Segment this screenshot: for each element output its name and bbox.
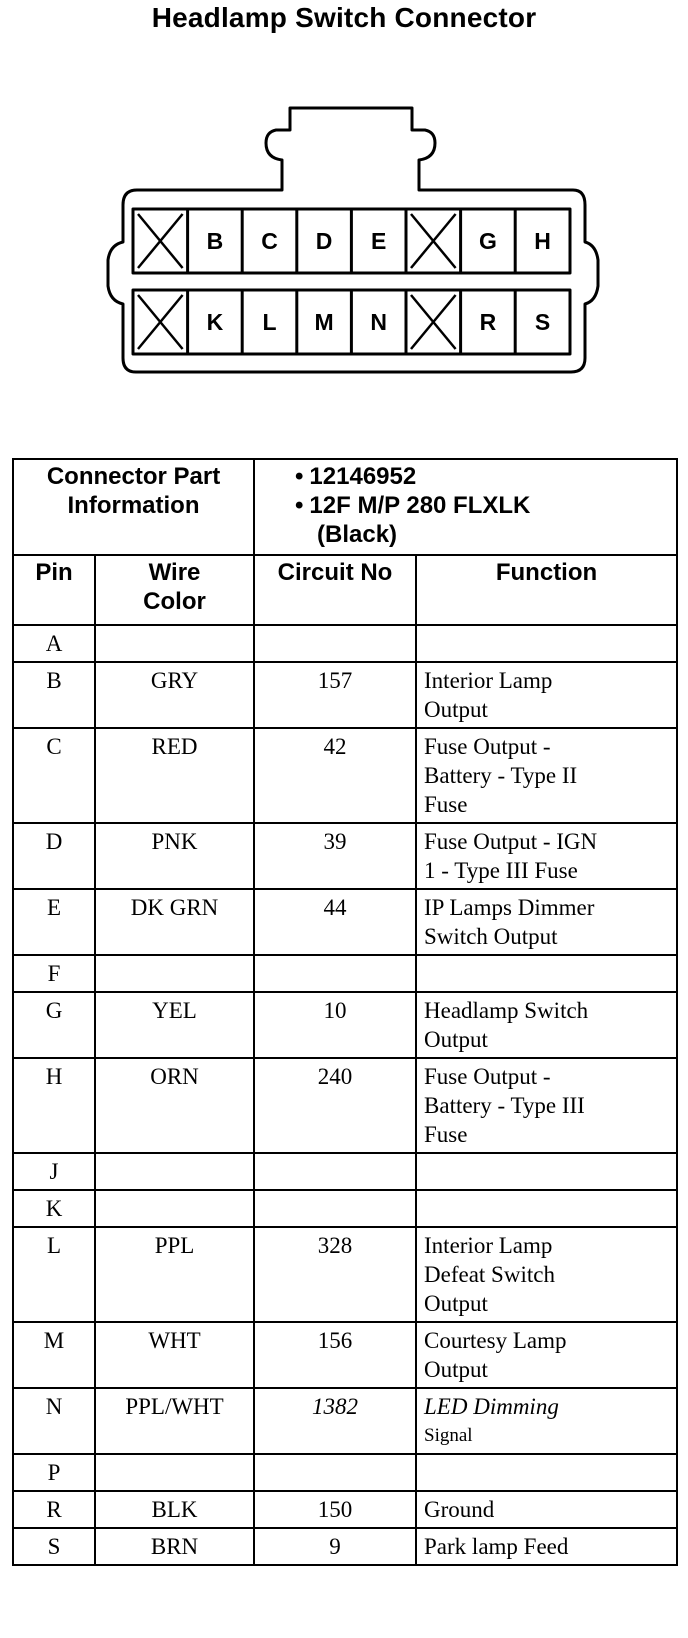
pin-cell: J — [13, 1153, 95, 1190]
pin-cell: B — [13, 662, 95, 728]
function-cell — [416, 1528, 677, 1565]
circuit-cell: 1382 — [254, 1388, 416, 1454]
cavity-label: E — [371, 228, 387, 254]
function-line: Defeat Switch — [424, 1262, 555, 1287]
pin-cell: N — [13, 1388, 95, 1454]
part-info-label-line1: Connector Part — [46, 463, 221, 490]
function-line: Ground — [424, 1497, 495, 1522]
pin-cell: R — [13, 1491, 95, 1528]
column-header-row — [13, 555, 677, 625]
function-line: IP Lamps Dimmer — [424, 895, 595, 920]
function-cell — [416, 889, 677, 955]
connector-pinout-table — [12, 458, 678, 1566]
circuit-cell: 42 — [254, 728, 416, 823]
function-cell — [416, 1388, 677, 1454]
cavity-label: H — [534, 228, 551, 254]
function-line: Fuse — [424, 1122, 468, 1147]
table-row — [13, 1153, 677, 1190]
table-row — [13, 1190, 677, 1227]
header-function: Function — [416, 555, 677, 625]
pin-cell: H — [13, 1058, 95, 1153]
part-info-label — [13, 459, 254, 555]
wire-color-cell: PPL/WHT — [95, 1388, 254, 1454]
wire-color-cell: DK GRN — [95, 889, 254, 955]
wire-color-cell: BLK — [95, 1491, 254, 1528]
cavity-label: S — [534, 309, 551, 335]
function-line: Output — [424, 1357, 488, 1382]
circuit-cell — [254, 955, 416, 992]
pin-cell: D — [13, 823, 95, 889]
pin-cell: A — [13, 625, 95, 662]
wire-color-cell: PNK — [95, 823, 254, 889]
table-row — [13, 1058, 677, 1153]
circuit-cell — [254, 1153, 416, 1190]
function-line: Output — [424, 1291, 488, 1316]
circuit-cell: 328 — [254, 1227, 416, 1322]
wire-color-cell — [95, 1190, 254, 1227]
pin-cell: G — [13, 992, 95, 1058]
function-cell — [416, 1058, 677, 1153]
cavity-label: D — [315, 228, 333, 254]
wire-color-cell: YEL — [95, 992, 254, 1058]
part-description: • 12F M/P 280 FLXLK — [295, 491, 676, 520]
function-cell — [416, 662, 677, 728]
cavity-label: K — [206, 309, 224, 335]
circuit-cell: 157 — [254, 662, 416, 728]
cavity-label: M — [314, 309, 334, 335]
function-cell — [416, 1227, 677, 1322]
table-row — [13, 1454, 677, 1491]
circuit-cell: 10 — [254, 992, 416, 1058]
function-cell — [416, 1322, 677, 1388]
function-line: Park lamp Feed — [424, 1534, 569, 1559]
function-line: Fuse — [424, 792, 468, 817]
function-line: Battery - Type II — [424, 763, 578, 788]
pin-cell: M — [13, 1322, 95, 1388]
function-line: Output — [424, 697, 488, 722]
table-row — [13, 1528, 677, 1565]
function-cell — [416, 1491, 677, 1528]
function-cell — [416, 1454, 677, 1491]
table-row — [13, 662, 677, 728]
header-wire-line2: Color — [143, 588, 206, 615]
wire-color-cell: WHT — [95, 1322, 254, 1388]
circuit-cell: 240 — [254, 1058, 416, 1153]
cavity-label: R — [479, 309, 497, 335]
function-line: Interior Lamp — [424, 668, 553, 693]
part-info-label-line2: Information — [67, 492, 200, 519]
function-line: Courtesy Lamp — [424, 1328, 567, 1353]
wire-color-cell: GRY — [95, 662, 254, 728]
cavity-label: N — [370, 309, 388, 335]
table-row — [13, 625, 677, 662]
function-line: Battery - Type III — [424, 1093, 585, 1118]
header-wire-line1: Wire — [148, 559, 201, 586]
circuit-cell: 156 — [254, 1322, 416, 1388]
table-row — [13, 1491, 677, 1528]
circuit-cell: 150 — [254, 1491, 416, 1528]
function-line: Switch Output — [424, 924, 558, 949]
function-cell — [416, 955, 677, 992]
pin-cell: E — [13, 889, 95, 955]
cavity-label: B — [206, 228, 224, 254]
diagram-title: Headlamp Switch Connector — [151, 2, 537, 33]
table-row — [13, 992, 677, 1058]
connector-drawing — [0, 0, 688, 400]
function-cell — [416, 1190, 677, 1227]
function-line: Output — [424, 1027, 488, 1052]
part-info-row — [13, 459, 677, 555]
circuit-cell: 44 — [254, 889, 416, 955]
pin-cell: F — [13, 955, 95, 992]
part-number: • 12146952 — [295, 462, 676, 491]
function-line: Signal — [424, 1425, 473, 1446]
table-row — [13, 955, 677, 992]
pin-cell: P — [13, 1454, 95, 1491]
function-cell — [416, 1153, 677, 1190]
cavity-label: G — [478, 228, 497, 254]
function-line: 1 - Type III Fuse — [424, 858, 578, 883]
wire-color-cell — [95, 955, 254, 992]
wire-color-cell: PPL — [95, 1227, 254, 1322]
wire-color-cell — [95, 1454, 254, 1491]
table-row — [13, 1227, 677, 1322]
table-row — [13, 889, 677, 955]
circuit-cell: 9 — [254, 1528, 416, 1565]
function-line: Interior Lamp — [424, 1233, 553, 1258]
part-color: (Black) — [317, 521, 398, 548]
function-line: Fuse Output - IGN — [424, 829, 598, 854]
connector-body — [108, 108, 598, 372]
wire-color-cell — [95, 625, 254, 662]
function-cell — [416, 625, 677, 662]
pin-cell: S — [13, 1528, 95, 1565]
cavity-label: C — [261, 228, 278, 254]
part-info-value — [254, 459, 677, 555]
circuit-cell — [254, 625, 416, 662]
wire-color-cell — [95, 1153, 254, 1190]
function-cell — [416, 992, 677, 1058]
header-wire-color — [95, 555, 254, 625]
wire-color-cell: BRN — [95, 1528, 254, 1565]
table-row — [13, 728, 677, 823]
function-line: LED Dimming — [424, 1394, 559, 1419]
function-line: Fuse Output - — [424, 1064, 551, 1089]
table-row — [13, 823, 677, 889]
circuit-cell: 39 — [254, 823, 416, 889]
function-line: Fuse Output - — [424, 734, 551, 759]
function-cell — [416, 728, 677, 823]
table-row — [13, 1388, 677, 1454]
header-circuit: Circuit No — [254, 555, 416, 625]
function-line: Headlamp Switch — [424, 998, 589, 1023]
table-row — [13, 1322, 677, 1388]
wire-color-cell: ORN — [95, 1058, 254, 1153]
circuit-cell — [254, 1454, 416, 1491]
pin-cell: L — [13, 1227, 95, 1322]
wire-color-cell: RED — [95, 728, 254, 823]
pin-cell: K — [13, 1190, 95, 1227]
function-cell — [416, 823, 677, 889]
circuit-cell — [254, 1190, 416, 1227]
pin-cell: C — [13, 728, 95, 823]
header-pin: Pin — [13, 555, 95, 625]
cavity-label: L — [262, 309, 277, 335]
